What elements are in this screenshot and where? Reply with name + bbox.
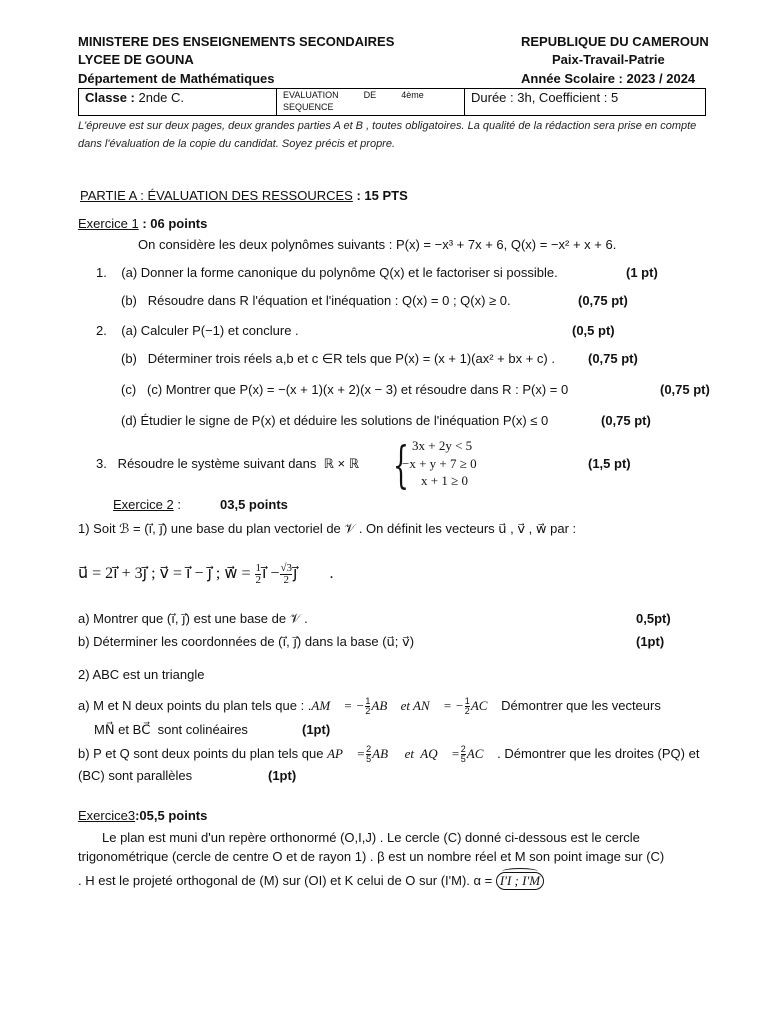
ex1-q2a: 2. (a) Calculer P(−1) et conclure . (96, 323, 299, 338)
ex2-qb-points: (1pt) (636, 634, 665, 649)
ex2-q2a-line-2: MN⃗ et BC⃗ sont colinéaires (94, 722, 248, 737)
system-line-2: −x + y + 7 ≥ 0 (402, 456, 477, 471)
ex1-q1a-points: (1 pt) (626, 265, 658, 280)
ex1-q2d-points: (0,75 pt) (601, 413, 651, 428)
vector-definitions (78, 563, 333, 586)
national-motto: Paix-Travail-Patrie (552, 52, 665, 67)
part-a-title: PARTIE A : ÉVALUATION DES RESSOURCES (80, 188, 353, 203)
fraction-one-half (365, 697, 370, 716)
duration-cell: Durée : 3h, Coefficient : 5 (465, 89, 706, 116)
ex2-qa: a) Montrer que (i⃗, j⃗) est une base de 𝒱 . (78, 611, 308, 626)
ex3-paragraph-line-2: trigonométrique (cercle de centre O et de rayon 1) . β est un nombre réel et M son point image sur (C) (78, 849, 665, 864)
ex2-q2a-instruction: Démontrer que les vecteurs (497, 697, 661, 713)
exercise-1-heading (78, 216, 207, 231)
fraction-one-half (465, 697, 470, 716)
instructions-line-2: dans l'évaluation de la copie du candidat. Soyez précis et propre. (78, 138, 396, 150)
fraction-numerator: 1 (365, 696, 371, 706)
part-a-heading (80, 188, 408, 203)
exercise-3-points: :05,5 points (135, 808, 208, 823)
fraction-numerator: √3 (280, 562, 292, 574)
school-name: LYCEE DE GOUNA (78, 52, 194, 67)
fraction-denominator: 5 (366, 754, 372, 764)
ex1-q2d: (d) Étudier le signe de P(x) et déduire les solutions de l'inéquation P(x) ≤ 0 (121, 413, 549, 428)
vector-am: AM⃗ = − (311, 697, 365, 713)
department-name: Département de Mathématiques (78, 71, 275, 86)
ex2-q2a-intro: a) M et N deux points du plan tels que : . (78, 697, 312, 713)
ex2-q2b-intro: b) P et Q sont deux points du plan tels que (78, 745, 324, 761)
evaluation-line-1: EVALUATION DE 4ème (283, 90, 424, 100)
fraction-two-fifths (461, 745, 466, 764)
ex2-q2a (78, 697, 661, 716)
ex1-q3-points: (1,5 pt) (588, 456, 631, 471)
exam-info-table (78, 88, 706, 116)
vector-def-part-3: j⃗ . (293, 565, 334, 583)
school-year: Année Scolaire : 2023 / 2024 (521, 71, 696, 86)
fraction-numerator: 2 (460, 744, 466, 754)
vector-ab-aq: AB⃗ et AQ⃗ = (372, 745, 460, 761)
vector-ab-an: AB⃗ et AN⃗ = − (371, 697, 464, 713)
ex3-paragraph-line-1: Le plan est muni d'un repère orthonormé (O,I,J) . Le cercle (C) donné ci-dessous est le cercle (102, 830, 640, 845)
fraction-numerator: 1 (464, 696, 470, 706)
ex1-q2c-points: (0,75 pt) (660, 382, 710, 397)
system-brace: { (393, 436, 409, 494)
part-a-points: : 15 PTS (352, 188, 408, 203)
ex1-q2b: (b) Déterminer trois réels a,b et c ∈R tels que P(x) = (x + 1)(ax² + bx + c) . (121, 351, 555, 366)
exercise-2-colon: : (173, 497, 181, 512)
fraction-numerator: 2 (366, 744, 372, 754)
ex2-q2b (78, 745, 699, 764)
ministry-title: MINISTERE DES ENSEIGNEMENTS SECONDAIRES (78, 34, 395, 49)
oriented-angle (496, 872, 544, 890)
ex2-q2b-line-2: (BC) sont parallèles (78, 768, 193, 783)
fraction-numerator: 1 (255, 562, 261, 574)
ex2-qa-points: 0,5pt) (636, 611, 671, 626)
fraction-denominator: 2 (365, 706, 371, 716)
ex1-q2b-points: (0,75 pt) (588, 351, 638, 366)
ex2-q2b-instruction: . Démontrer que les droites (PQ) et (493, 745, 700, 761)
exercise-1-points: : 06 points (138, 216, 208, 231)
ex1-q1a: 1. (a) Donner la forme canonique du polynôme Q(x) et le factoriser si possible. (96, 265, 558, 280)
class-value: 2nde C. (134, 90, 185, 105)
vector-ac: AC⃗ (470, 697, 498, 713)
exercise-1-intro: On considère les deux polynômes suivants : P(x) = −x³ + 7x + 6, Q(x) = −x² + x + 6. (138, 237, 617, 252)
fraction-denominator: 5 (460, 754, 466, 764)
ex1-q1b-points: (0,75 pt) (578, 293, 628, 308)
fraction-sqrt3-half (280, 563, 292, 586)
evaluation-cell (277, 89, 465, 116)
fraction-denominator: 2 (464, 706, 470, 716)
class-cell (79, 89, 277, 116)
vector-def-part-2: i⃗ − (261, 565, 280, 583)
class-label: Classe : (85, 90, 135, 105)
fraction-two-fifths (366, 745, 371, 764)
exercise-3-heading (78, 808, 207, 823)
ex1-q2a-points: (0,5 pt) (572, 323, 615, 338)
fraction-one-half (255, 563, 261, 586)
vector-ap: AP⃗ = (327, 745, 366, 761)
vector-def-part-1: u⃗ = 2i⃗ + 3j⃗ ; v⃗ = i⃗ − j⃗ ; w⃗ = (78, 565, 255, 583)
ex3-paragraph-line-3 (78, 872, 544, 890)
vector-ac: AC⃗ (466, 745, 494, 761)
exercise-1-title: Exercice 1 (78, 216, 139, 231)
ex2-qb: b) Déterminer les coordonnées de (i⃗, j⃗) dans la base (u⃗; v⃗) (78, 634, 415, 649)
country-name: REPUBLIQUE DU CAMEROUN (521, 34, 709, 49)
oriented-angle-label: I'I ; I'M (499, 873, 541, 888)
ex2-q2: 2) ABC est un triangle (78, 667, 205, 682)
ex1-q1b: (b) Résoudre dans R l'équation et l'inéquation : Q(x) = 0 ; Q(x) ≥ 0. (121, 293, 511, 308)
exercise-2-heading (113, 497, 181, 512)
exercise-2-title: Exercice 2 (113, 497, 174, 512)
exercise-2-points: 03,5 points (220, 497, 288, 512)
ex2-q2b-points: (1pt) (268, 768, 297, 783)
ex3-paragraph-line-3-text: . H est le projeté orthogonal de (M) sur (OI) et K celui de O sur (I'M). α = (78, 873, 496, 888)
evaluation-line-2: SEQUENCE (283, 102, 334, 112)
ex1-q3: 3. Résoudre le système suivant dans ℝ × ℝ (96, 456, 360, 471)
ex2-q2a-points: (1pt) (302, 722, 331, 737)
ex2-q1: 1) Soit ℬ = (i⃗, j⃗) une base du plan vectoriel de 𝒱 . On définit les vecteurs u⃗ , v⃗ , w⃗ par : (78, 521, 577, 536)
instructions-line-1: L'épreuve est sur deux pages, deux grandes parties A et B , toutes obligatoires. La qualité de la rédaction sera prise en compte (78, 120, 697, 132)
ex1-q2c: (c) (c) Montrer que P(x) = −(x + 1)(x + 2)(x − 3) et résoudre dans R : P(x) = 0 (121, 382, 569, 397)
fraction-denominator: 2 (255, 574, 261, 586)
exercise-3-title: Exercice3 (78, 808, 136, 823)
fraction-denominator: 2 (283, 574, 289, 586)
system-line-3: x + 1 ≥ 0 (421, 473, 468, 488)
system-line-1: 3x + 2y < 5 (412, 438, 473, 453)
